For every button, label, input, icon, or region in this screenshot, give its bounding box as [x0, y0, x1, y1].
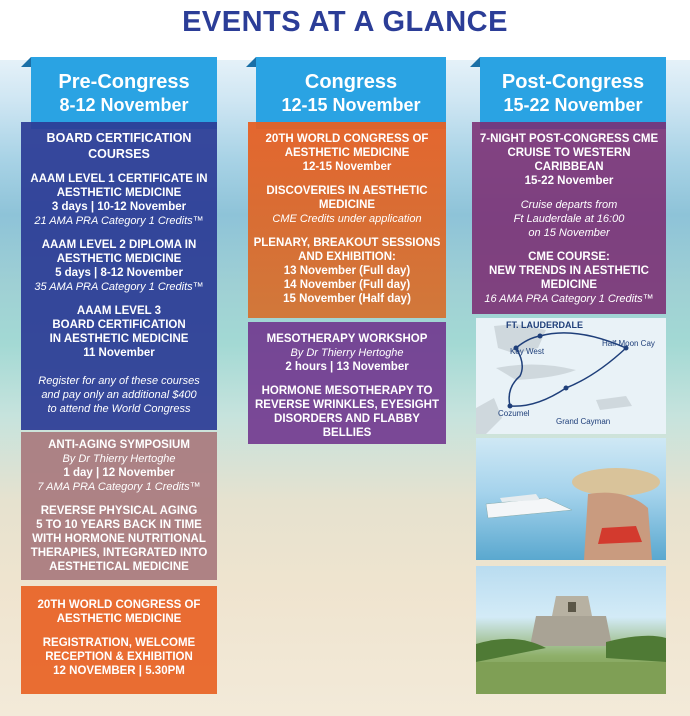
event-credits: 16 AMA PRA Category 1 Credits™ [484, 293, 654, 305]
event-dates: 12-15 November [302, 161, 392, 173]
trees-right [606, 636, 666, 662]
cruise-box [472, 122, 666, 314]
tab-dates: 12-15 November [281, 95, 421, 115]
tab-ribbon [21, 57, 31, 67]
cruise-photo-graphic [476, 438, 666, 560]
welcome-reception-box [21, 586, 217, 694]
temple-base [530, 616, 612, 646]
course-title: AAAM LEVEL 2 DIPLOMA IN [41, 239, 197, 251]
course-title: AESTHETIC MEDICINE [56, 187, 182, 199]
event-title: MEDICINE [540, 279, 598, 291]
tab-ribbon [246, 57, 256, 67]
event-title: 20TH WORLD CONGRESS OF [37, 599, 201, 611]
event-detail: RECEPTION & EXHIBITION [45, 651, 193, 663]
event-topic: HORMONE MESOTHERAPY TO [261, 385, 433, 397]
event-credits: CME Credits under application [272, 213, 422, 225]
lawn [476, 662, 666, 694]
event-presenter: By Dr Thierry Hertoghe [62, 453, 176, 465]
sun-hat [572, 468, 660, 496]
course-title: AESTHETIC MEDICINE [56, 253, 182, 265]
cuba-landmass [496, 364, 576, 380]
event-title: PLENARY, BREAKOUT SESSIONS [253, 237, 441, 249]
event-topic: AESTHETICAL MEDICINE [49, 561, 189, 573]
swimsuit [598, 526, 642, 544]
registration-note: to attend the World Congress [47, 403, 191, 415]
event-title: DISCOVERIES IN AESTHETIC [266, 185, 428, 197]
registration-note: Register for any of these courses [38, 375, 200, 387]
course-title: AAAM LEVEL 1 CERTIFICATE IN [30, 173, 208, 185]
event-title: ANTI-AGING SYMPOSIUM [48, 439, 190, 451]
event-dates: 1 day | 12 November [63, 467, 175, 479]
course-title: IN AESTHETIC MEDICINE [49, 333, 189, 345]
port-marker [508, 404, 513, 409]
course-credits: 21 AMA PRA Category 1 Credits™ [34, 215, 204, 227]
event-dates: 13 November (Full day) [283, 265, 411, 277]
course-dates: 3 days | 10-12 November [51, 201, 187, 213]
tab-label: Post-Congress [501, 71, 645, 93]
event-title: AND EXHIBITION: [298, 251, 396, 263]
event-topic: WITH HORMONE NUTRITIONAL [32, 533, 206, 545]
cruise-note: on 15 November [528, 227, 610, 239]
woman-figure [584, 493, 652, 560]
port-marker [564, 386, 569, 391]
event-title: AESTHETIC MEDICINE [284, 147, 410, 159]
event-title: MEDICINE [318, 199, 376, 211]
box-heading: COURSES [88, 147, 150, 161]
map-label: Half Moon Cay [602, 339, 655, 348]
event-dates: 15 November (Half day) [283, 293, 411, 305]
event-topic: REVERSE PHYSICAL AGING [40, 505, 198, 517]
event-title: CARIBBEAN [534, 161, 604, 173]
event-title: AESTHETIC MEDICINE [56, 613, 182, 625]
event-title: CME COURSE: [528, 251, 610, 263]
map-label: FT. LAUDERDALE [506, 320, 583, 330]
page-title: EVENTS AT A GLANCE [182, 6, 508, 38]
course-title: AAAM LEVEL 3 [76, 305, 162, 317]
tab-ribbon [470, 57, 480, 67]
event-topic: THERAPIES, INTEGRATED INTO [30, 547, 208, 559]
course-dates: 11 November [83, 347, 155, 359]
event-title: 7-NIGHT POST-CONGRESS CME [479, 133, 659, 145]
event-title: MESOTHERAPY WORKSHOP [266, 333, 428, 345]
event-topic: 5 TO 10 YEARS BACK IN TIME [36, 519, 202, 531]
board-certification-box [21, 122, 217, 430]
tab-dates: 8-12 November [59, 95, 189, 115]
temple-door [568, 602, 576, 612]
anti-aging-symposium-box [21, 432, 217, 580]
event-detail: REGISTRATION, WELCOME [42, 637, 196, 649]
course-title: BOARD CERTIFICATION [52, 319, 186, 331]
tab-pre-congress [31, 57, 217, 129]
event-title: NEW TRENDS IN AESTHETIC [489, 265, 649, 277]
mesotherapy-workshop-box [248, 322, 446, 444]
event-topic: REVERSE WRINKLES, EYESIGHT [254, 399, 440, 411]
event-detail: 12 NOVEMBER | 5.30PM [53, 665, 185, 677]
mayan-ruins-photo [476, 566, 666, 694]
ship-shape [486, 498, 572, 518]
event-title: CRUISE TO WESTERN [507, 147, 631, 159]
event-dates: 14 November (Full day) [283, 279, 411, 291]
event-topic: BELLIES [322, 427, 372, 439]
map-label: Cozumel [498, 409, 530, 418]
event-dates: 2 hours | 13 November [285, 361, 409, 373]
jamaica-landmass [596, 396, 632, 410]
event-credits: 7 AMA PRA Category 1 Credits™ [37, 481, 201, 493]
port-marker [538, 334, 543, 339]
course-dates: 5 days | 8-12 November [55, 267, 183, 279]
tab-dates: 15-22 November [503, 95, 643, 115]
cruise-note: Cruise departs from [520, 199, 618, 211]
tab-post-congress [480, 57, 666, 129]
course-credits: 35 AMA PRA Category 1 Credits™ [34, 281, 204, 293]
box-heading: BOARD CERTIFICATION [46, 131, 192, 145]
tab-label: Congress [304, 71, 398, 93]
world-congress-box [248, 122, 446, 318]
cruise-route-map [476, 318, 666, 434]
map-graphic [476, 318, 666, 434]
event-topic: DISORDERS AND FLABBY [274, 413, 420, 425]
tab-congress [256, 57, 446, 129]
event-title: 20TH WORLD CONGRESS OF [265, 133, 429, 145]
map-label: Grand Cayman [556, 417, 611, 426]
tab-label: Pre-Congress [58, 71, 190, 93]
ruins-photo-graphic [476, 566, 666, 694]
event-presenter: By Dr Thierry Hertoghe [290, 347, 404, 359]
cruise-note: Ft Lauderdale at 16:00 [513, 213, 625, 225]
event-dates: 15-22 November [524, 175, 614, 187]
registration-note: and pay only an additional $400 [41, 389, 197, 401]
cruise-ship-photo [476, 438, 666, 560]
map-label: Key West [510, 347, 545, 356]
